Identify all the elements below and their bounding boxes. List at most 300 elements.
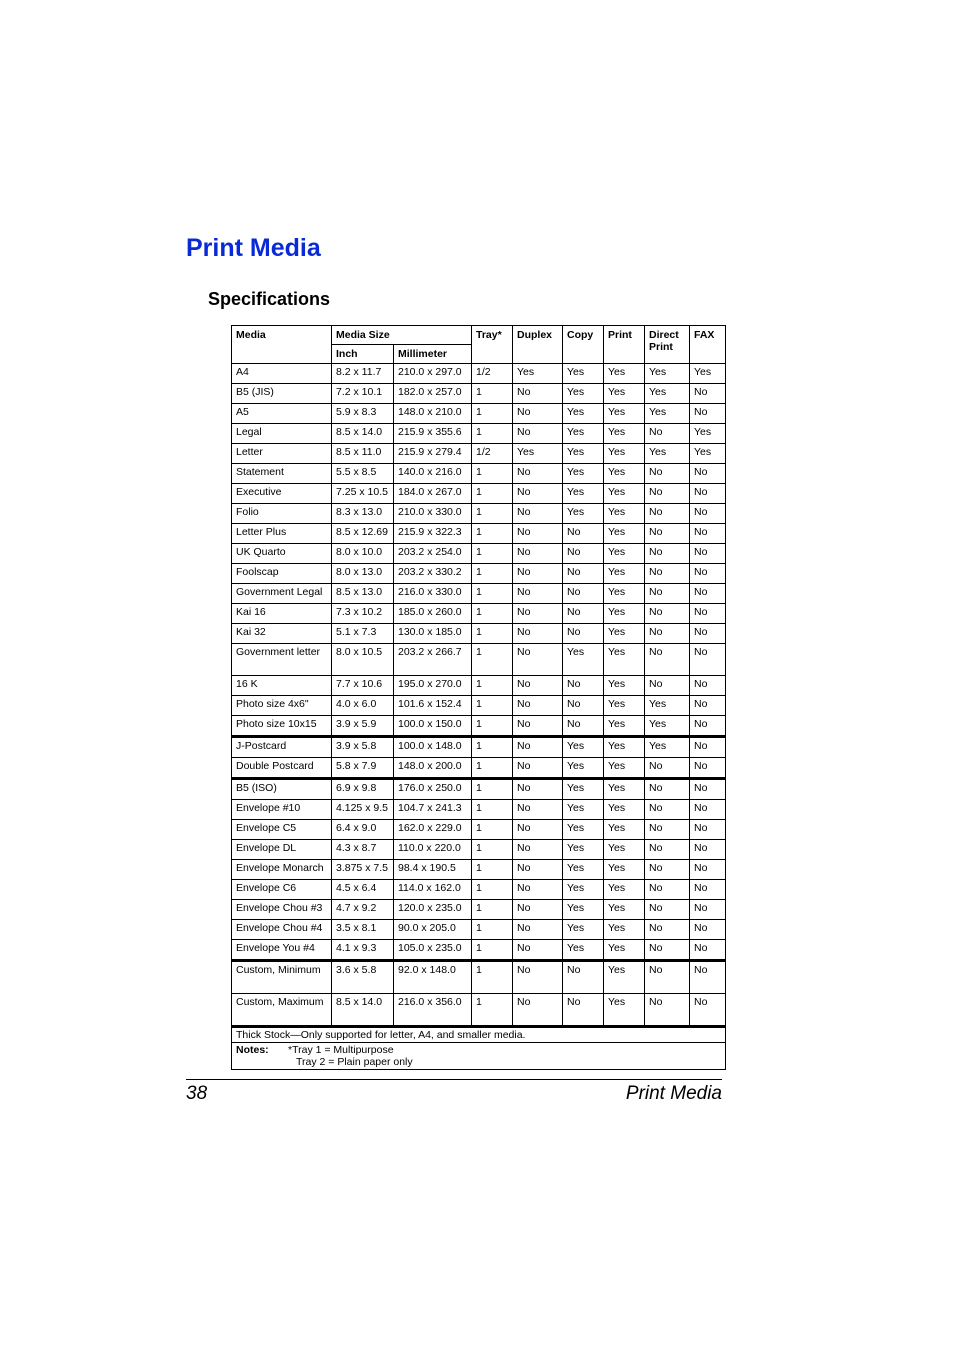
cell-fax: No <box>690 820 726 840</box>
cell-media: Legal <box>232 424 332 444</box>
cell-fax: No <box>690 779 726 800</box>
cell-media: Custom, Maximum <box>232 994 332 1027</box>
table-header <box>232 326 726 364</box>
cell-media: Envelope Chou #3 <box>232 900 332 920</box>
cell-millimeter: 120.0 x 235.0 <box>394 900 472 920</box>
cell-print: Yes <box>604 696 645 716</box>
cell-inch: 4.0 x 6.0 <box>332 696 394 716</box>
cell-direct-print: No <box>645 920 690 940</box>
cell-direct-print: Yes <box>645 737 690 758</box>
cell-fax: No <box>690 900 726 920</box>
cell-inch: 4.3 x 8.7 <box>332 840 394 860</box>
cell-duplex: No <box>513 676 563 696</box>
cell-tray: 1 <box>472 524 513 544</box>
table-row <box>232 779 726 800</box>
cell-copy: Yes <box>563 758 604 779</box>
cell-print: Yes <box>604 994 645 1027</box>
cell-duplex: No <box>513 524 563 544</box>
cell-millimeter: 176.0 x 250.0 <box>394 779 472 800</box>
cell-tray: 1 <box>472 758 513 779</box>
cell-print: Yes <box>604 676 645 696</box>
cell-duplex: No <box>513 758 563 779</box>
table-row <box>232 484 726 504</box>
header-duplex: Duplex <box>513 326 563 364</box>
cell-copy: No <box>563 696 604 716</box>
cell-print: Yes <box>604 564 645 584</box>
cell-fax: No <box>690 644 726 676</box>
cell-inch: 4.1 x 9.3 <box>332 940 394 961</box>
cell-media: Folio <box>232 504 332 524</box>
header-millimeter: Millimeter <box>394 345 472 364</box>
cell-copy: No <box>563 524 604 544</box>
cell-media: Photo size 10x15 <box>232 716 332 737</box>
cell-copy: No <box>563 961 604 994</box>
cell-inch: 5.1 x 7.3 <box>332 624 394 644</box>
cell-duplex: No <box>513 994 563 1027</box>
cell-print: Yes <box>604 800 645 820</box>
cell-inch: 6.9 x 9.8 <box>332 779 394 800</box>
cell-direct-print: No <box>645 758 690 779</box>
cell-inch: 8.0 x 10.0 <box>332 544 394 564</box>
table-row <box>232 840 726 860</box>
cell-duplex: No <box>513 696 563 716</box>
cell-print: Yes <box>604 444 645 464</box>
cell-tray: 1 <box>472 779 513 800</box>
cell-copy: Yes <box>563 737 604 758</box>
cell-print: Yes <box>604 604 645 624</box>
cell-tray: 1 <box>472 464 513 484</box>
table-row <box>232 524 726 544</box>
cell-direct-print: No <box>645 961 690 994</box>
cell-duplex: No <box>513 544 563 564</box>
cell-tray: 1 <box>472 484 513 504</box>
cell-copy: Yes <box>563 800 604 820</box>
cell-millimeter: 216.0 x 356.0 <box>394 994 472 1027</box>
cell-copy: Yes <box>563 464 604 484</box>
table-row <box>232 820 726 840</box>
cell-print: Yes <box>604 940 645 961</box>
cell-copy: Yes <box>563 424 604 444</box>
section-heading-specifications: Specifications <box>208 289 331 309</box>
cell-fax: No <box>690 961 726 994</box>
cell-duplex: No <box>513 860 563 880</box>
cell-fax: No <box>690 484 726 504</box>
table-row <box>232 758 726 779</box>
cell-print: Yes <box>604 820 645 840</box>
cell-inch: 8.2 x 11.7 <box>332 364 394 384</box>
footer-divider <box>186 1079 722 1080</box>
cell-copy: Yes <box>563 644 604 676</box>
cell-media: Foolscap <box>232 564 332 584</box>
page-number: 38 <box>186 1083 208 1104</box>
cell-inch: 3.5 x 8.1 <box>332 920 394 940</box>
cell-print: Yes <box>604 860 645 880</box>
cell-millimeter: 101.6 x 152.4 <box>394 696 472 716</box>
page-title: Print Media <box>186 234 321 262</box>
cell-duplex: No <box>513 484 563 504</box>
cell-duplex: No <box>513 737 563 758</box>
cell-media: Letter <box>232 444 332 464</box>
cell-media: Double Postcard <box>232 758 332 779</box>
cell-fax: No <box>690 716 726 737</box>
table-row <box>232 544 726 564</box>
cell-media: A5 <box>232 404 332 424</box>
cell-direct-print: No <box>645 940 690 961</box>
table-row <box>232 676 726 696</box>
cell-fax: Yes <box>690 364 726 384</box>
cell-tray: 1 <box>472 860 513 880</box>
cell-copy: Yes <box>563 900 604 920</box>
cell-tray: 1 <box>472 544 513 564</box>
cell-millimeter: 185.0 x 260.0 <box>394 604 472 624</box>
cell-millimeter: 140.0 x 216.0 <box>394 464 472 484</box>
cell-inch: 3.6 x 5.8 <box>332 961 394 994</box>
cell-inch: 5.9 x 8.3 <box>332 404 394 424</box>
cell-tray: 1 <box>472 424 513 444</box>
cell-millimeter: 130.0 x 185.0 <box>394 624 472 644</box>
print-media-specifications-table <box>231 325 726 1070</box>
cell-tray: 1 <box>472 696 513 716</box>
cell-inch: 8.5 x 14.0 <box>332 424 394 444</box>
cell-copy: Yes <box>563 404 604 424</box>
table-row <box>232 444 726 464</box>
cell-copy: Yes <box>563 779 604 800</box>
cell-print: Yes <box>604 737 645 758</box>
table-row <box>232 994 726 1027</box>
cell-copy: Yes <box>563 484 604 504</box>
cell-media: Executive <box>232 484 332 504</box>
cell-copy: Yes <box>563 444 604 464</box>
cell-direct-print: No <box>645 860 690 880</box>
header-print: Print <box>604 326 645 364</box>
footer-running-title: Print Media <box>625 1083 722 1104</box>
table-row <box>232 604 726 624</box>
cell-direct-print: Yes <box>645 696 690 716</box>
cell-print: Yes <box>604 880 645 900</box>
cell-tray: 1 <box>472 716 513 737</box>
table-row <box>232 424 726 444</box>
cell-media: Government Legal <box>232 584 332 604</box>
cell-fax: No <box>690 940 726 961</box>
cell-print: Yes <box>604 544 645 564</box>
cell-direct-print: Yes <box>645 444 690 464</box>
cell-millimeter: 215.9 x 279.4 <box>394 444 472 464</box>
cell-print: Yes <box>604 961 645 994</box>
cell-direct-print: Yes <box>645 404 690 424</box>
cell-fax: No <box>690 880 726 900</box>
cell-fax: Yes <box>690 424 726 444</box>
cell-copy: No <box>563 624 604 644</box>
cell-print: Yes <box>604 900 645 920</box>
table-row <box>232 880 726 900</box>
cell-duplex: No <box>513 504 563 524</box>
cell-media: Envelope C6 <box>232 880 332 900</box>
notes-block <box>232 1043 726 1070</box>
cell-millimeter: 105.0 x 235.0 <box>394 940 472 961</box>
cell-tray: 1 <box>472 800 513 820</box>
cell-media: UK Quarto <box>232 544 332 564</box>
cell-millimeter: 100.0 x 150.0 <box>394 716 472 737</box>
cell-millimeter: 148.0 x 200.0 <box>394 758 472 779</box>
cell-duplex: No <box>513 800 563 820</box>
cell-direct-print: No <box>645 820 690 840</box>
cell-media: B5 (ISO) <box>232 779 332 800</box>
cell-fax: No <box>690 737 726 758</box>
cell-media: Envelope Chou #4 <box>232 920 332 940</box>
cell-millimeter: 203.2 x 330.2 <box>394 564 472 584</box>
cell-print: Yes <box>604 758 645 779</box>
cell-print: Yes <box>604 779 645 800</box>
table-row <box>232 504 726 524</box>
cell-copy: Yes <box>563 880 604 900</box>
cell-tray: 1 <box>472 584 513 604</box>
cell-direct-print: No <box>645 524 690 544</box>
cell-tray: 1 <box>472 404 513 424</box>
cell-millimeter: 203.2 x 266.7 <box>394 644 472 676</box>
cell-tray: 1 <box>472 384 513 404</box>
table-row <box>232 564 726 584</box>
cell-copy: Yes <box>563 384 604 404</box>
cell-direct-print: No <box>645 464 690 484</box>
cell-inch: 3.9 x 5.8 <box>332 737 394 758</box>
cell-media: Envelope Monarch <box>232 860 332 880</box>
header-media-size: Media Size <box>332 326 472 345</box>
header-fax: FAX <box>690 326 726 364</box>
cell-millimeter: 90.0 x 205.0 <box>394 920 472 940</box>
cell-duplex: No <box>513 920 563 940</box>
table-row <box>232 900 726 920</box>
header-tray: Tray* <box>472 326 513 364</box>
cell-millimeter: 203.2 x 254.0 <box>394 544 472 564</box>
notes-line-2: Tray 2 = Plain paper only <box>296 1056 413 1068</box>
cell-print: Yes <box>604 920 645 940</box>
table-row <box>232 716 726 737</box>
cell-print: Yes <box>604 504 645 524</box>
cell-media: Envelope #10 <box>232 800 332 820</box>
cell-print: Yes <box>604 644 645 676</box>
cell-duplex: No <box>513 900 563 920</box>
cell-inch: 8.3 x 13.0 <box>332 504 394 524</box>
cell-print: Yes <box>604 384 645 404</box>
cell-inch: 8.5 x 14.0 <box>332 994 394 1027</box>
cell-millimeter: 216.0 x 330.0 <box>394 584 472 604</box>
cell-copy: No <box>563 564 604 584</box>
cell-inch: 7.25 x 10.5 <box>332 484 394 504</box>
cell-direct-print: No <box>645 676 690 696</box>
cell-print: Yes <box>604 404 645 424</box>
cell-inch: 8.5 x 13.0 <box>332 584 394 604</box>
cell-duplex: No <box>513 820 563 840</box>
cell-direct-print: No <box>645 880 690 900</box>
cell-media: Statement <box>232 464 332 484</box>
cell-inch: 5.5 x 8.5 <box>332 464 394 484</box>
cell-duplex: Yes <box>513 444 563 464</box>
cell-media: J-Postcard <box>232 737 332 758</box>
cell-tray: 1 <box>472 737 513 758</box>
cell-media: Letter Plus <box>232 524 332 544</box>
cell-fax: No <box>690 404 726 424</box>
cell-direct-print: No <box>645 644 690 676</box>
cell-media: Kai 32 <box>232 624 332 644</box>
cell-copy: Yes <box>563 920 604 940</box>
cell-duplex: Yes <box>513 364 563 384</box>
cell-millimeter: 92.0 x 148.0 <box>394 961 472 994</box>
cell-copy: Yes <box>563 840 604 860</box>
cell-millimeter: 195.0 x 270.0 <box>394 676 472 696</box>
cell-copy: Yes <box>563 940 604 961</box>
cell-tray: 1 <box>472 624 513 644</box>
header-media: Media <box>232 326 332 364</box>
cell-fax: No <box>690 584 726 604</box>
cell-inch: 7.7 x 10.6 <box>332 676 394 696</box>
cell-tray: 1 <box>472 994 513 1027</box>
cell-direct-print: No <box>645 424 690 444</box>
cell-inch: 6.4 x 9.0 <box>332 820 394 840</box>
cell-media: A4 <box>232 364 332 384</box>
cell-direct-print: No <box>645 994 690 1027</box>
cell-duplex: No <box>513 604 563 624</box>
cell-duplex: No <box>513 404 563 424</box>
cell-tray: 1 <box>472 940 513 961</box>
cell-inch: 4.125 x 9.5 <box>332 800 394 820</box>
cell-tray: 1 <box>472 644 513 676</box>
cell-direct-print: No <box>645 900 690 920</box>
cell-direct-print: No <box>645 800 690 820</box>
cell-media: 16 K <box>232 676 332 696</box>
cell-inch: 5.8 x 7.9 <box>332 758 394 779</box>
cell-fax: No <box>690 920 726 940</box>
cell-tray: 1 <box>472 880 513 900</box>
cell-print: Yes <box>604 524 645 544</box>
cell-duplex: No <box>513 961 563 994</box>
table-row <box>232 644 726 676</box>
cell-fax: No <box>690 676 726 696</box>
cell-tray: 1 <box>472 604 513 624</box>
cell-direct-print: Yes <box>645 364 690 384</box>
cell-duplex: No <box>513 644 563 676</box>
cell-millimeter: 114.0 x 162.0 <box>394 880 472 900</box>
cell-inch: 3.9 x 5.9 <box>332 716 394 737</box>
table-row <box>232 384 726 404</box>
cell-print: Yes <box>604 484 645 504</box>
cell-fax: No <box>690 800 726 820</box>
cell-duplex: No <box>513 424 563 444</box>
cell-inch: 7.2 x 10.1 <box>332 384 394 404</box>
notes-line-1: *Tray 1 = Multipurpose <box>288 1044 394 1056</box>
cell-media: Kai 16 <box>232 604 332 624</box>
table-row <box>232 696 726 716</box>
header-copy: Copy <box>563 326 604 364</box>
cell-media: Envelope You #4 <box>232 940 332 961</box>
cell-millimeter: 100.0 x 148.0 <box>394 737 472 758</box>
cell-print: Yes <box>604 464 645 484</box>
cell-tray: 1 <box>472 820 513 840</box>
cell-tray: 1 <box>472 840 513 860</box>
cell-media: Government letter <box>232 644 332 676</box>
cell-media: B5 (JIS) <box>232 384 332 404</box>
thick-stock-note: Thick Stock—Only supported for letter, A4, and smaller media. <box>232 1027 726 1043</box>
cell-copy: No <box>563 716 604 737</box>
cell-inch: 8.5 x 12.69 <box>332 524 394 544</box>
cell-media: Envelope DL <box>232 840 332 860</box>
cell-duplex: No <box>513 716 563 737</box>
cell-fax: No <box>690 994 726 1027</box>
header-inch: Inch <box>332 345 394 364</box>
table-row <box>232 860 726 880</box>
cell-tray: 1 <box>472 900 513 920</box>
cell-fax: No <box>690 758 726 779</box>
cell-copy: No <box>563 544 604 564</box>
cell-tray: 1 <box>472 564 513 584</box>
table-row <box>232 800 726 820</box>
table-row <box>232 404 726 424</box>
cell-fax: No <box>690 464 726 484</box>
cell-tray: 1/2 <box>472 364 513 384</box>
cell-fax: No <box>690 860 726 880</box>
cell-media: Photo size 4x6" <box>232 696 332 716</box>
table-body <box>232 364 726 1027</box>
cell-inch: 4.7 x 9.2 <box>332 900 394 920</box>
cell-tray: 1 <box>472 920 513 940</box>
cell-media: Custom, Minimum <box>232 961 332 994</box>
cell-millimeter: 104.7 x 241.3 <box>394 800 472 820</box>
table-row <box>232 940 726 961</box>
cell-fax: No <box>690 840 726 860</box>
header-direct-print: Direct Print <box>645 326 690 364</box>
cell-duplex: No <box>513 624 563 644</box>
cell-millimeter: 148.0 x 210.0 <box>394 404 472 424</box>
cell-fax: No <box>690 564 726 584</box>
table-row <box>232 584 726 604</box>
cell-tray: 1 <box>472 961 513 994</box>
cell-millimeter: 98.4 x 190.5 <box>394 860 472 880</box>
cell-inch: 3.875 x 7.5 <box>332 860 394 880</box>
cell-inch: 8.0 x 10.5 <box>332 644 394 676</box>
table-row <box>232 624 726 644</box>
table-row <box>232 364 726 384</box>
table-row <box>232 961 726 994</box>
cell-fax: No <box>690 604 726 624</box>
cell-direct-print: No <box>645 484 690 504</box>
cell-direct-print: No <box>645 584 690 604</box>
cell-duplex: No <box>513 384 563 404</box>
notes-label: Notes: <box>236 1044 269 1056</box>
cell-duplex: No <box>513 464 563 484</box>
cell-inch: 8.0 x 13.0 <box>332 564 394 584</box>
cell-direct-print: No <box>645 840 690 860</box>
cell-tray: 1 <box>472 504 513 524</box>
table-footer <box>232 1027 726 1070</box>
cell-duplex: No <box>513 564 563 584</box>
cell-tray: 1 <box>472 676 513 696</box>
cell-fax: Yes <box>690 444 726 464</box>
cell-fax: No <box>690 624 726 644</box>
cell-direct-print: No <box>645 779 690 800</box>
cell-inch: 7.3 x 10.2 <box>332 604 394 624</box>
cell-fax: No <box>690 504 726 524</box>
cell-print: Yes <box>604 840 645 860</box>
cell-direct-print: No <box>645 504 690 524</box>
cell-duplex: No <box>513 940 563 961</box>
table-row <box>232 920 726 940</box>
cell-direct-print: Yes <box>645 716 690 737</box>
cell-duplex: No <box>513 840 563 860</box>
cell-print: Yes <box>604 716 645 737</box>
cell-direct-print: Yes <box>645 384 690 404</box>
cell-millimeter: 210.0 x 297.0 <box>394 364 472 384</box>
cell-duplex: No <box>513 779 563 800</box>
cell-copy: No <box>563 994 604 1027</box>
